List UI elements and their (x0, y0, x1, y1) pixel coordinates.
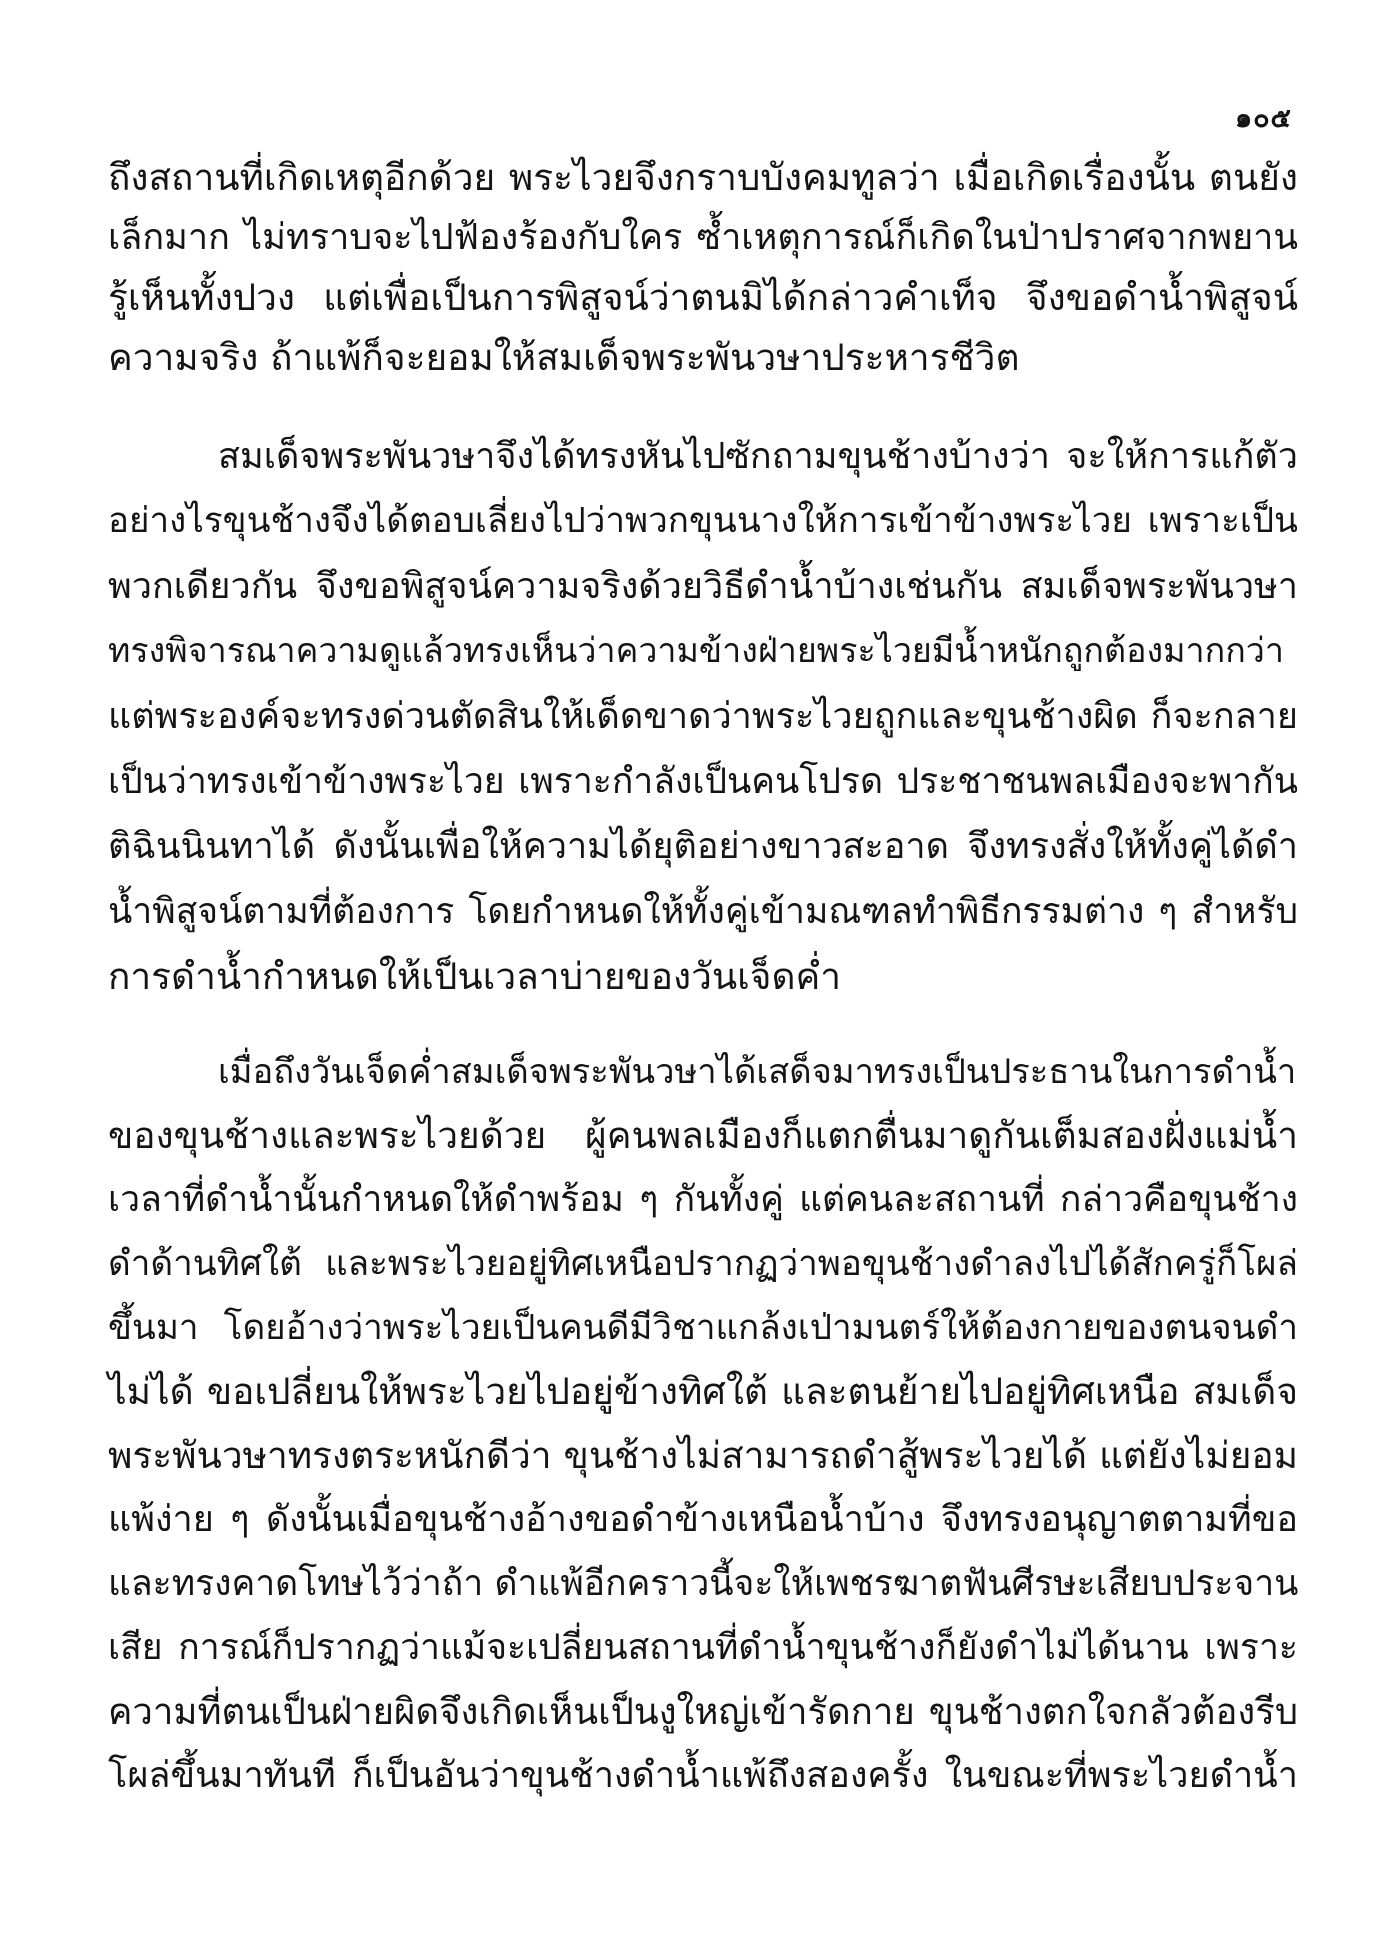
paragraph-2 (108, 424, 1298, 1009)
text-line: พวกเดียวกัน จึงขอพิสูจน์ความจริงด้วยวิธีดำน้ำบ้างเช่นกัน สมเด็จพระพันวษา (108, 566, 1298, 607)
text-line: ไม่ได้ ขอเปลี่ยนให้พระไวยไปอยู่ข้างทิศใต้ และตนย้ายไปอยู่ทิศเหนือ สมเด็จ (108, 1370, 1298, 1413)
text-line: ความที่ตนเป็นฝ่ายผิดจึงเกิดเห็นเป็นงูใหญ่เข้ารัดกาย ขุนช้างตกใจกลัวต้องรีบ (108, 1690, 1298, 1733)
text-line: รู้เห็นทั้งปวง แต่เพื่อเป็นการพิสูจน์ว่าตนมิได้กล่าวคำเท็จ จึงขอดำน้ำพิสูจน์ (108, 276, 1298, 319)
text-line: ติฉินนินทาได้ ดังนั้นเพื่อให้ความได้ยุติอย่างขาวสะอาด จึงทรงสั่งให้ทั้งคู่ได้ดำ (108, 826, 1298, 867)
text-line: ถึงสถานที่เกิดเหตุอีกด้วย พระไวยจึงกราบบังคมทูลว่า เมื่อเกิดเรื่องนั้น ตนยัง (108, 156, 1298, 199)
text-line: แต่พระองค์จะทรงด่วนตัดสินให้เด็ดขาดว่าพระไวยถูกและขุนช้างผิด ก็จะกลาย (108, 696, 1298, 737)
text-line: การดำน้ำกำหนดให้เป็นเวลาบ่ายของวันเจ็ดค่ำ (108, 955, 842, 998)
text-line: เล็กมาก ไม่ทราบจะไปฟ้องร้องกับใคร ซ้ำเหตุการณ์ก็เกิดในป่าปราศจากพยาน (108, 217, 1298, 258)
text-line: ของขุนช้างและพระไวยด้วย ผู้คนพลเมืองก็แตกตื่นมาดูกันเต็มสองฝั่งแม่น้ำ (108, 1114, 1298, 1157)
paragraph-3 (108, 1040, 1298, 1808)
text-line: ทรงพิจารณาความดูแล้วทรงเห็นว่าความข้างฝ่ายพระไวยมีน้ำหนักถูกต้องมากกว่า (108, 631, 1284, 671)
text-line: อย่างไรขุนช้างจึงได้ตอบเลี่ยงไปว่าพวกขุนนางให้การเข้าข้างพระไวย เพราะเป็น (108, 501, 1298, 541)
text-line: ความจริง ถ้าแพ้ก็จะยอมให้สมเด็จพระพันวษาประหารชีวิต (108, 336, 1020, 379)
text-line: เป็นว่าทรงเข้าข้างพระไวย เพราะกำลังเป็นคนโปรด ประชาชนพลเมืองจะพากัน (108, 761, 1298, 802)
text-line: น้ำพิสูจน์ตามที่ต้องการ โดยกำหนดให้ทั้งคู่เข้ามณฑลทำพิธีกรรมต่าง ๆ สำหรับ (108, 891, 1298, 932)
text-line: ขึ้นมา โดยอ้างว่าพระไวยเป็นคนดีมีวิชาแกล้งเป่ามนตร์ให้ต้องกายของตนจนดำ (108, 1308, 1298, 1348)
text-line: สมเด็จพระพันวษาจึงได้ทรงหันไปซักถามขุนช้างบ้างว่า จะให้การแก้ตัว (218, 436, 1298, 477)
page-number: ๑๐๕ (1234, 103, 1292, 134)
text-line: เวลาที่ดำน้ำนั้นกำหนดให้ดำพร้อม ๆ กันทั้งคู่ แต่คนละสถานที่ กล่าวคือขุนช้าง (108, 1179, 1298, 1220)
text-line: และทรงคาดโทษไว้ว่าถ้า ดำแพ้อีกคราวนี้จะให้เพชรฆาตฟันศีรษะเสียบประจาน (108, 1563, 1299, 1604)
text-line: แพ้ง่าย ๆ ดังนั้นเมื่อขุนช้างอ้างขอดำข้างเหนือน้ำบ้าง จึงทรงอนุญาตตามที่ขอ (108, 1499, 1298, 1540)
text-line: พระพันวษาทรงตระหนักดีว่า ขุนช้างไม่สามารถดำสู้พระไวยได้ แต่ยังไม่ยอม (108, 1434, 1298, 1477)
text-line: เมื่อถึงวันเจ็ดค่ำสมเด็จพระพันวษาได้เสด็จมาทรงเป็นประธานในการดำน้ำ (218, 1052, 1297, 1092)
text-line: ดำด้านทิศใต้ และพระไวยอยู่ทิศเหนือปรากฏว่าพอขุนช้างดำลงไปได้สักครู่ก็โผล่ (108, 1244, 1298, 1284)
text-line: โผล่ขึ้นมาทันที ก็เป็นอันว่าขุนช้างดำน้ำแพ้ถึงสองครั้ง ในขณะที่พระไวยดำน้ำ (108, 1755, 1298, 1796)
paragraph-1 (108, 148, 1298, 388)
text-line: เสีย การณ์ก็ปรากฏว่าแม้จะเปลี่ยนสถานที่ดำน้ำขุนช้างก็ยังดำไม่ได้นาน เพราะ (108, 1627, 1298, 1668)
